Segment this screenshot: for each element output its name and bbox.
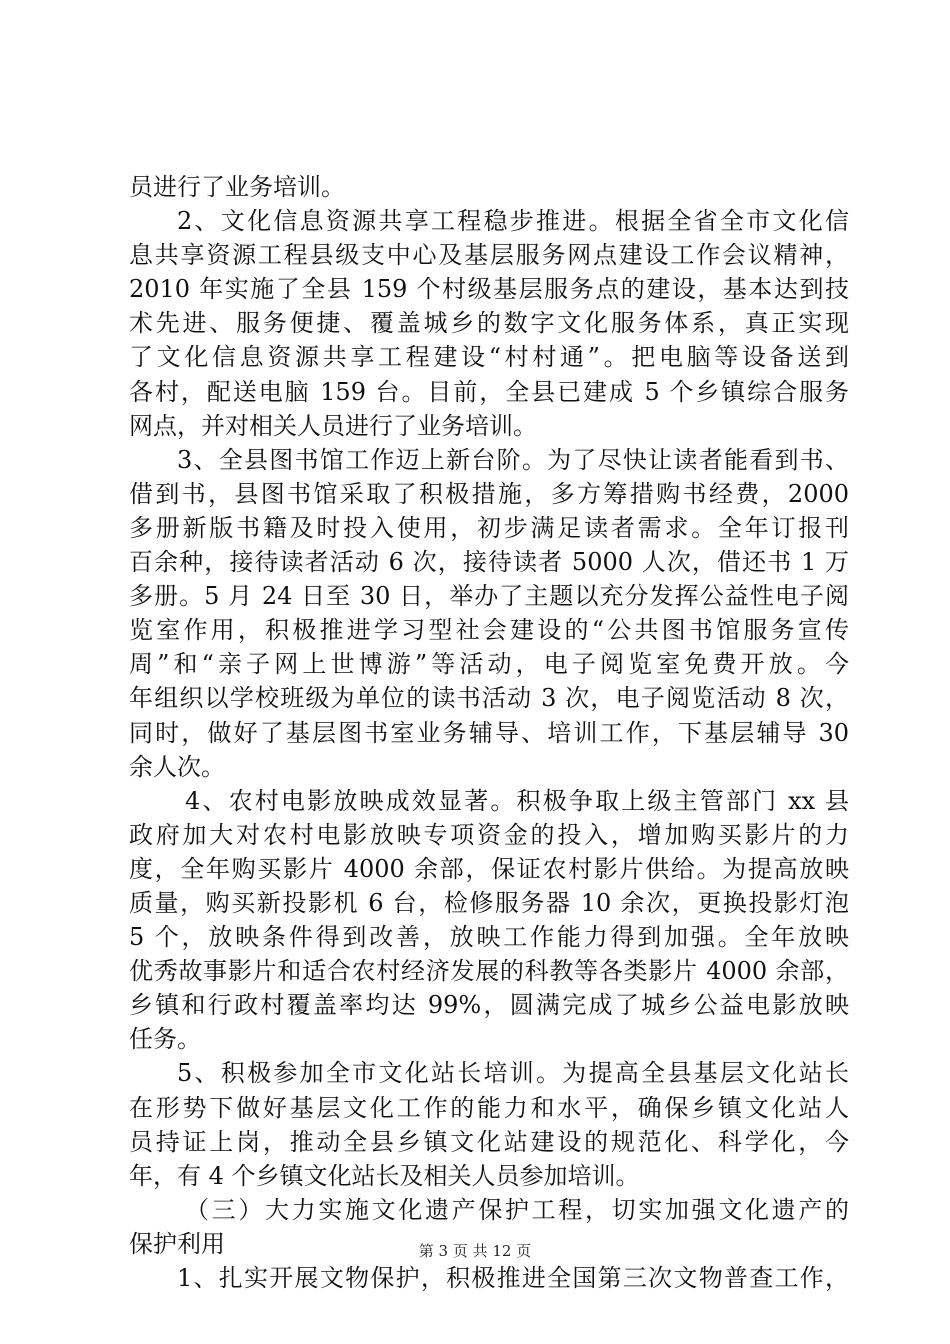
text-line: 5 个，放映条件得到改善，放映工作能力得到加强。全年放映	[129, 923, 849, 952]
text-line: 保护利用	[129, 1229, 225, 1258]
text-line: 百余种，接待读者活动 6 次，接待读者 5000 人次，借还书 1 万	[129, 548, 849, 577]
text-line: 员进行了业务培训。	[129, 173, 345, 201]
text-line: 年，有 4 个乡镇文化站长及相关人员参加培训。	[129, 1161, 640, 1190]
text-line: 在形势下做好基层文化工作的能力和水平，确保乡镇文化站人	[129, 1093, 849, 1122]
text-line: 任务。	[129, 1025, 201, 1054]
text-line: 4、农村电影放映成效显著。积极争取上级主管部门 xx 县	[185, 786, 849, 815]
text-line: 览室作用，积极推进学习型社会建设的“公共图书馆服务宣传	[129, 616, 849, 645]
text-line: 息共享资源工程县级支中心及基层服务网点建设工作会议精神，	[129, 241, 849, 270]
text-line: 乡镇和行政村覆盖率均达 99%，圆满完成了城乡公益电影放映	[129, 991, 849, 1020]
text-line: 5、积极参加全市文化站长培训。为提高全县基层文化站长	[177, 1059, 849, 1088]
text-line: 年组织以学校班级为单位的读书活动 3 次，电子阅览活动 8 次，	[129, 684, 849, 713]
text-line: 多册。5 月 24 日至 30 日，举办了主题以充分发挥公益性电子阅	[129, 582, 849, 611]
text-line: 各村，配送电脑 159 台。目前，全县已建成 5 个乡镇综合服务	[129, 377, 849, 406]
text-line: 网点，并对相关人员进行了业务培训。	[129, 411, 537, 440]
text-line: 借到书，县图书馆采取了积极措施，多方筹措购书经费，2000	[129, 479, 849, 508]
text-line: （三）大力实施文化遗产保护工程，切实加强文化遗产的	[185, 1195, 849, 1224]
text-line: 了文化信息资源共享工程建设“村村通”。把电脑等设备送到	[129, 343, 849, 372]
text-line: 度，全年购买影片 4000 余部，保证农村影片供给。为提高放映	[129, 854, 849, 883]
text-line: 员持证上岗，推动全县乡镇文化站建设的规范化、科学化，今	[129, 1127, 849, 1156]
page-footer: 第 3 页 共 12 页	[418, 1242, 532, 1260]
text-line: 优秀故事影片和适合农村经济发展的科教等各类影片 4000 余部，	[129, 957, 849, 986]
text-line: 术先进、服务便捷、覆盖城乡的数字文化服务体系，真正实现	[129, 309, 849, 338]
text-line: 余人次。	[129, 752, 225, 781]
text-line: 质量，购买新投影机 6 台，检修服务器 10 余次，更换投影灯泡	[129, 888, 849, 917]
text-line: 2010 年实施了全县 159 个村级基层服务点的建设，基本达到技	[129, 275, 849, 304]
text-line: 1、扎实开展文物保护，积极推进全国第三次文物普查工作，	[177, 1264, 849, 1292]
text-line: 3、全县图书馆工作迈上新台阶。为了尽快让读者能看到书、	[177, 445, 849, 474]
document-body	[129, 170, 849, 1295]
text-line: 同时，做好了基层图书室业务辅导、培训工作，下基层辅导 30	[129, 718, 849, 747]
text-line: 周”和“亲子网上世博游”等活动，电子阅览室免费开放。今	[129, 650, 849, 679]
text-line: 多册新版书籍及时投入使用，初步满足读者需求。全年订报刊	[129, 513, 849, 542]
text-line: 2、文化信息资源共享工程稳步推进。根据全省全市文化信	[177, 207, 849, 236]
text-line: 政府加大对农村电影放映专项资金的投入，增加购买影片的力	[129, 820, 849, 849]
